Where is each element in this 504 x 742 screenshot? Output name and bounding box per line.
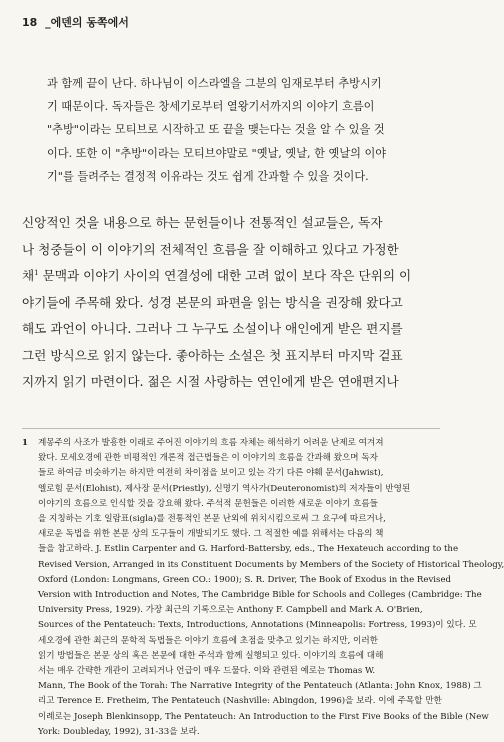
body-line-start: 채 [22,268,35,283]
body-line [22,263,440,290]
body-line: 나 청중들이 이 이야기의 전체적인 흐름을 잘 이해하고 있다고 가정한 [22,241,399,257]
footnote-line: 읽기 방법들은 본문 상의 혹은 본문에 대한 주석과 함께 실행되고 있다. 이야기의 흐름에 대해 [38,650,384,661]
footnote-line: University Press, 1929). 가장 최근의 기록으로는 Anthony F. Campbell and Mark A. O'Brien, [38,605,423,616]
footnote-line: 엘로힘 문서(Elohist), 제사장 문서(Priestly), 신명기 역사가(Deuteronomist)의 저자들이 반영된 [38,483,411,494]
footnote-line: 들로 하여금 비슷하기는 하지만 여전히 차이점을 보이고 있는 각기 다른 야훼 문서(Jahwist), [38,468,384,479]
footnote-text: 계몽주의 사조가 발흥한 이래로 주어진 이야기의 흐름 자체는 해석하기 어려운 난제로 여겨져 [38,438,384,448]
footnote-line: 이야기의 흐름으로 인식할 것을 강요해 왔다. 주석적 문헌들은 이러한 새로운 이야기 흐름들 [38,498,378,509]
footnote-line: York: Doubleday, 1992), 31-33을 보라. [38,726,200,737]
footnote-number: 1 [22,438,28,448]
footnote-line: Sources of the Pentateuch: Texts, Introductions, Annotations (Minneapolis: Fortress, 1993)이 있다. 모 [38,620,477,631]
running-header [22,14,129,30]
quote-line: 과 함께 끝이 난다. 하나님이 이스라엘을 그분의 임재로부터 추방시키 [47,77,382,90]
quote-line: 이다. 또한 이 "추방"이라는 모티브야말로 "옛날, 옛날, 한 옛날의 이야 [47,146,387,160]
footnote-line: 이례로는 Joseph Blenkinsopp, The Pentateuch: An Introduction to the First Five Books of the Bible (New [38,711,489,722]
footnote-line: Revised Version, Arranged in its Constituent Documents by Members of the Society of Historical Theology, [38,559,504,570]
footnote-line: Version with Introduction and Notes, The Cambridge Bible for Schools and Colleges (Cambridge: The [38,590,482,601]
body-line: 그런 방식으로 읽지 않는다. 좋아하는 소설은 첫 표지부터 마지막 겉표 [22,347,403,363]
quote-line: 기 때문이다. 독자들은 창세기로부터 열왕기서까지의 이야기 흐름이 [47,100,375,114]
footnote [22,436,504,740]
body-line-rest: 문맥과 이야기 사이의 연결성에 대한 고려 없이 보다 작은 단위의 이 [42,268,412,283]
footnote-line: 서는 매우 간략한 개관이 고려되거나 언급이 매우 드물다. 이와 관련된 예로는 Thomas W. [38,666,376,677]
footnote-line: 왔다. 모세오경에 관한 비평적인 개론적 접근법들은 이 이야기의 흐름을 간과해 왔으며 독자 [38,453,378,464]
footnote-divider [22,428,440,429]
footnote-line: Oxford (London: Longmans, Green CO.: 1900); S. R. Driver, The Book of Exodus in the Revised [38,574,452,585]
body-line: 해도 과언이 아니다. 그러나 그 누구도 소설이나 애인에게 받은 편지를 [22,321,403,336]
quote-line: "추방"이라는 모티브로 시작하고 또 끝을 맺는다는 것을 알 수 있을 것 [47,123,385,137]
body-line: 신앙적인 것을 내용으로 하는 문헌들이나 전통적인 설교들은, 독자 [22,215,383,230]
footnote-line: 새로운 독법을 위한 본문 상의 도구들이 개발되기도 했다. 그 적절한 예를 위해서는 다음의 책 [38,529,384,540]
footnote-line: 을 지칭하는 기호 일람표(sigla)를 전통적인 본문 난외에 위치시킴으로써 그 요구에 따르거나, [38,514,386,525]
body-line: 지까지 읽기 마련이다. 젊은 시절 사랑하는 연인에게 받은 연애편지나 [22,374,399,389]
footnote-line: 들을 참고하라. J. Estlin Carpenter and G. Harford-Battersby, eds., The Hexateuch according to the [38,544,459,555]
block-quote [47,72,439,188]
footnote-reference[interactable]: 1 [34,268,39,277]
footnote-line: 세오경에 관한 최근의 문학적 독법들은 이야기 흐름에 초점을 맞추고 있기는 하지만, 이러한 [38,635,378,646]
running-title: _에덴의 동쪽에서 [45,16,129,29]
body-line: 야기들에 주목해 왔다. 성경 본문의 파편을 읽는 방식을 권장해 왔다고 [22,294,403,310]
body-paragraph [22,210,440,396]
footnote-line: 리고 Terence E. Fretheim, The Pentateuch (Nashville: Abingdon, 1996)을 보라. 이에 주목할 만한 [38,696,442,707]
page-number: 18 [22,16,38,29]
quote-line: 기"를 들려주는 결정적 이유라는 것도 쉽게 간과할 수 있을 것이다. [47,169,369,183]
footnote-line [22,436,440,451]
footnote-line: Mann, The Book of the Torah: The Narrative Integrity of the Pentateuch (Atlanta: John Knox, 1988) 그 [38,681,482,692]
